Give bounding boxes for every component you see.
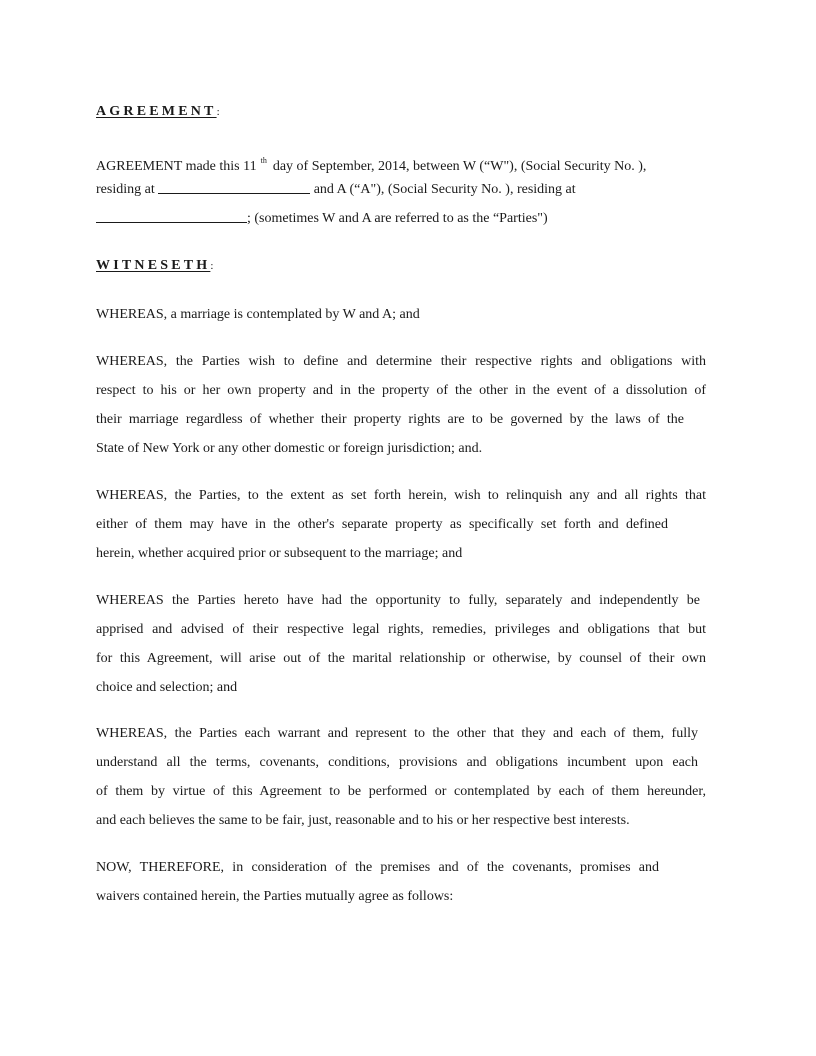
intro-line-2 xyxy=(96,175,706,204)
recital-line: either of them may have in the other's separate property as specifically set forth and defined xyxy=(96,517,668,532)
recital-paragraph xyxy=(96,853,706,911)
recital-paragraph xyxy=(96,347,706,463)
intro-text: and A (“A"), (Social Security No. ), residing at xyxy=(313,182,576,197)
recital-line: choice and selection; and xyxy=(96,680,238,695)
recital-line: WHEREAS, the Parties, to the extent as set forth herein, wish to relinquish any and all rights that xyxy=(96,488,706,503)
residence-blank-w[interactable] xyxy=(158,179,310,194)
intro-text: ; (sometimes W and A are referred to as the “Parties") xyxy=(247,211,548,226)
intro-text: AGREEMENT made this 11 xyxy=(96,159,257,174)
residence-blank-a[interactable] xyxy=(96,208,247,223)
recital-line: herein, whether acquired prior or subsequent to the marriage; and xyxy=(96,546,463,561)
recital-line: apprised and advised of their respective legal rights, remedies, privileges and obligations that but xyxy=(96,622,706,637)
recital-line: understand all the terms, covenants, conditions, provisions and obligations incumbent upon each xyxy=(96,755,698,770)
recital-line: and each believes the same to be fair, just, reasonable and to his or her respective best interests. xyxy=(96,813,630,828)
witnesseth-heading-colon: : xyxy=(210,260,214,272)
intro-line-1 xyxy=(96,146,706,175)
recital-paragraph xyxy=(96,300,706,329)
recital-line: NOW, THEREFORE, in consideration of the premises and of the covenants, promises and xyxy=(96,860,659,875)
recital-line: State of New York or any other domestic or foreign jurisdiction; and. xyxy=(96,441,483,456)
witnesseth-heading-text: WITNESETH xyxy=(96,258,211,273)
recital-line: WHEREAS, a marriage is contemplated by W and A; and xyxy=(96,307,420,322)
agreement-heading xyxy=(96,104,220,120)
recital-line: waivers contained herein, the Parties mutually agree as follows: xyxy=(96,889,454,904)
agreement-heading-colon: : xyxy=(216,106,220,118)
recital-line: of them by virtue of this Agreement to be performed or contemplated by each of them hereunder, xyxy=(96,784,706,799)
witnesseth-heading xyxy=(96,258,213,274)
ordinal-superscript: th xyxy=(260,156,267,165)
agreement-heading-text: AGREEMENT xyxy=(96,104,217,119)
intro-text: residing at xyxy=(96,182,155,197)
recital-paragraph xyxy=(96,586,706,702)
intro-line-3 xyxy=(96,204,706,233)
recital-line: WHEREAS, the Parties each warrant and represent to the other that they and each of them, fully xyxy=(96,726,698,741)
recital-line: respect to his or her own property and in the property of the other in the event of a dissolution of xyxy=(96,383,706,398)
recital-paragraph xyxy=(96,719,706,835)
recital-line: their marriage regardless of whether their property rights are to be governed by the laws of the xyxy=(96,412,684,427)
recital-line: WHEREAS, the Parties wish to define and determine their respective rights and obligations with xyxy=(96,354,706,369)
recital-paragraph xyxy=(96,481,706,568)
intro-text: day of September, 2014, between W (“W"), (Social Security No. ), xyxy=(272,159,647,174)
intro-paragraph xyxy=(96,146,706,233)
recital-line: WHEREAS the Parties hereto have had the opportunity to fully, separately and independently be xyxy=(96,593,700,608)
recital-line: for this Agreement, will arise out of the marital relationship or otherwise, by counsel of their own xyxy=(96,651,706,666)
